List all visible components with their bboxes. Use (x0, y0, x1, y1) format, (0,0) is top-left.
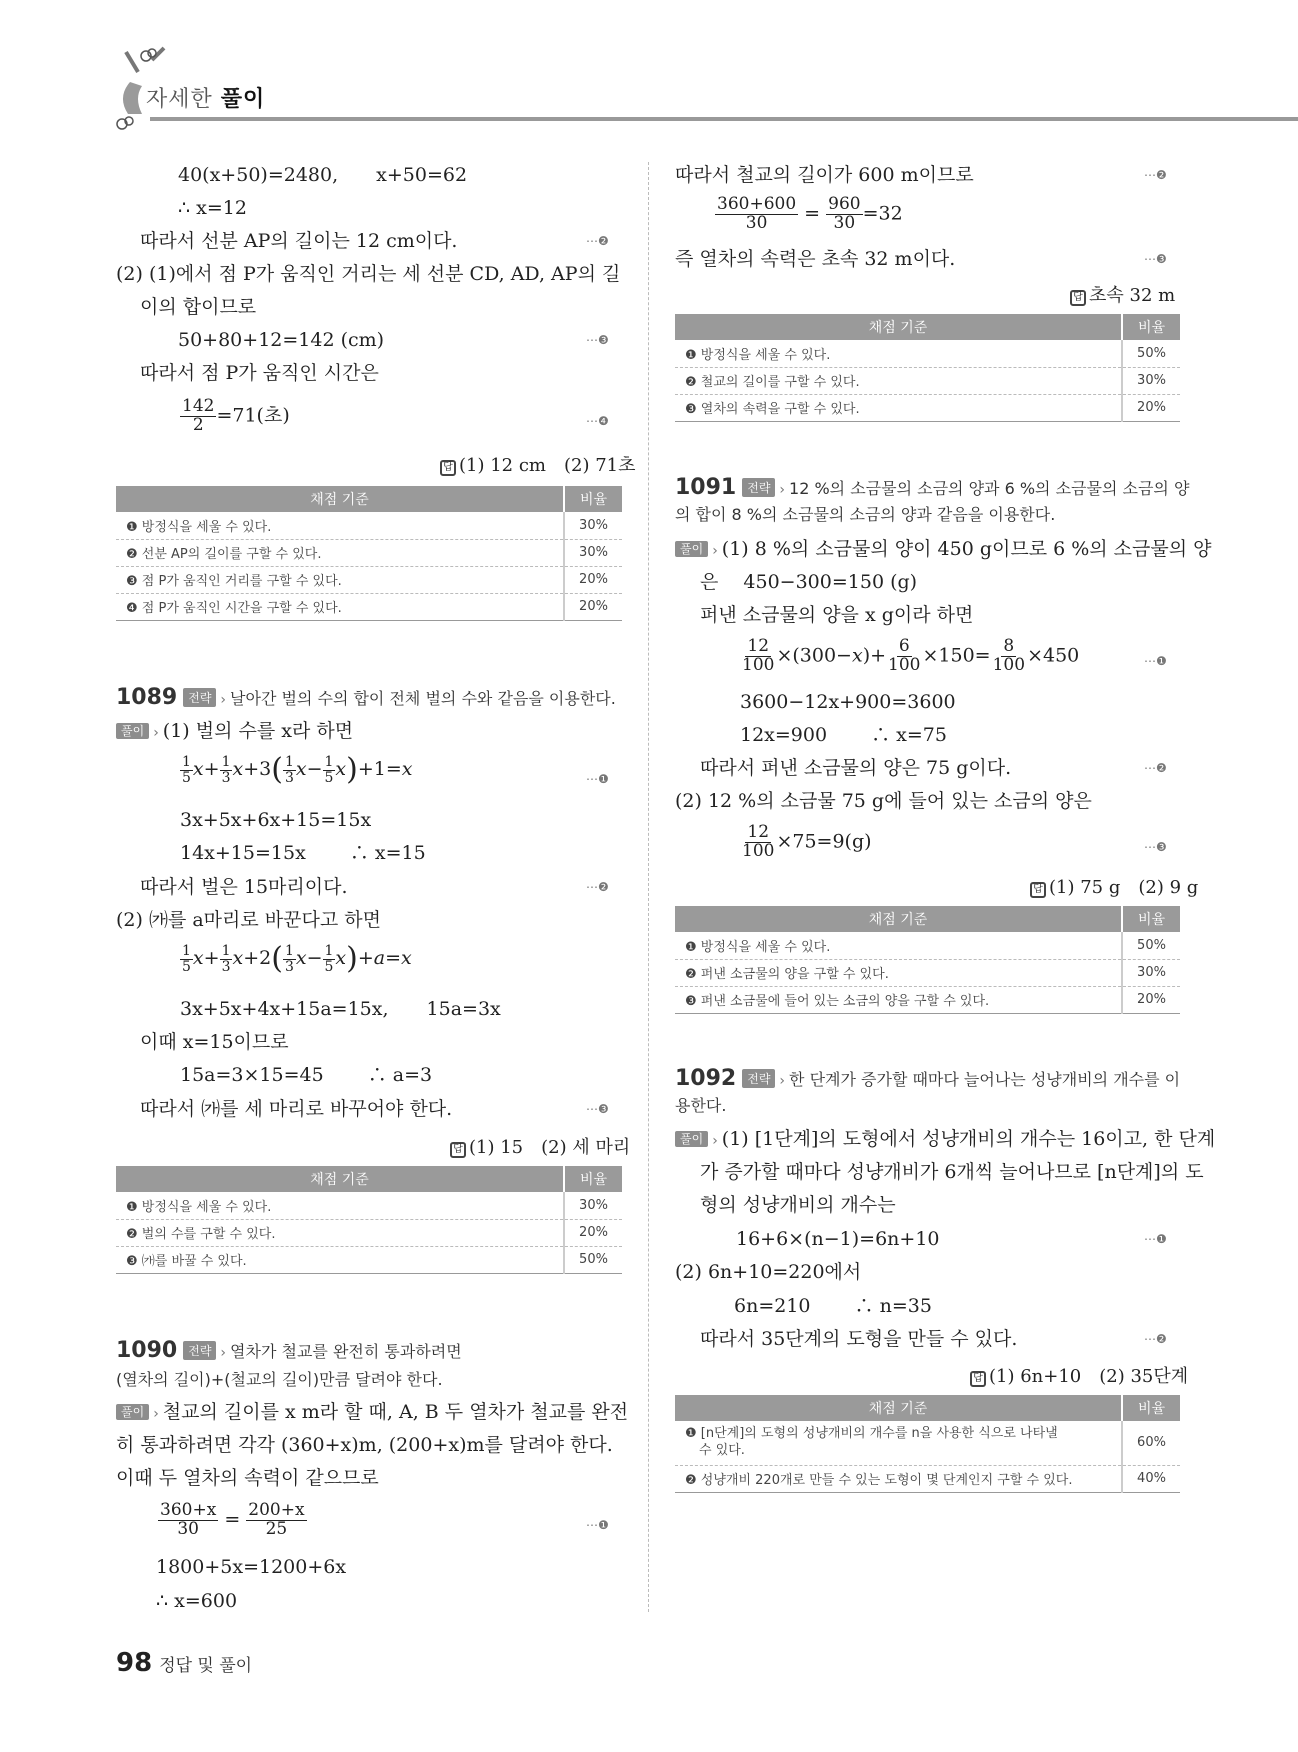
step-mark: ⋯❶ (586, 1518, 609, 1532)
page-header (0, 0, 1298, 150)
page-footer (116, 1648, 252, 1678)
math-line: ∴ x=12 (178, 197, 247, 219)
text-line: 따라서 35단계의 도형을 만들 수 있다. (700, 1328, 1018, 1350)
math-line: $\frac{1}{5}$ x+ $\frac{1}{3}$ x+3( $\frac{1}{3}$ x− $\frac{1}{5}$ x)+1=x (182, 752, 413, 788)
answer: 답 (1) 6n+10 (2) 35단계 (970, 1362, 1188, 1388)
footer-label: 정답 및 풀이 (159, 1656, 253, 1676)
text-line: 풀이 › (1) [1단계]의 도형에서 성냥개비의 개수는 16이고, 한 단계 (675, 1128, 1215, 1151)
text-line: 따라서 선분 AP의 길이는 12 cm이다. (140, 230, 458, 252)
problem-1089-header: 1089 전략 › 날아간 벌의 수의 합이 전체 벌의 수와 같음을 이용한다. (116, 685, 616, 710)
answer: 답 (1) 15 (2) 세 마리 (450, 1133, 630, 1159)
math-line: 12x=900 ∴ x=75 (740, 724, 947, 746)
header-title: 자세한 풀이 (146, 87, 266, 112)
text-line: 이때 두 열차의 속력이 같으므로 (116, 1467, 379, 1489)
step-mark: ⋯❷ (1144, 1332, 1167, 1346)
math-line: 3600−12x+900=3600 (740, 691, 956, 713)
math-line: $\frac{360+x}{30}$ = $\frac{200+x}{25}$ (160, 1500, 305, 1539)
text-line: 따라서 퍼낸 소금물의 양은 75 g이다. (700, 757, 1012, 779)
answer-icon: 답 (1030, 882, 1046, 898)
math-line: 6n=210 ∴ n=35 (734, 1295, 932, 1317)
step-mark: ⋯❷ (586, 234, 609, 248)
step-mark: ⋯❷ (1144, 168, 1167, 182)
scoring-table: 채점 기준 비율 ❶ [n단계]의 도형의 성냥개비의 개수를 n을 사용한 식으로 나타낼 수 있다. 60% ❷ 성냥개비 220개로 만들 수 있는 도형이 몇 단계인지 구할 수 있다. 40% (675, 1395, 1180, 1493)
math-line: ∴ x=600 (156, 1590, 238, 1612)
scoring-table: 채점 기준 비율 ❶ 방정식을 세울 수 있다. 50% ❷ 퍼낸 소금물의 양을 구할 수 있다. 30% ❸ 퍼낸 소금물에 들어 있는 소금의 양을 구할 수 있다. 20% (675, 906, 1180, 1014)
text-line: (2) 12 %의 소금물 75 g에 들어 있는 소금의 양은 (675, 790, 1092, 812)
text-line: 풀이 › (1) 벌의 수를 x라 하면 (116, 720, 353, 743)
math-line: 15a=3×15=45 ∴ a=3 (180, 1064, 433, 1086)
text-line: (2) (1)에서 점 P가 움직인 거리는 세 선분 CD, AD, AP의 길 (116, 263, 621, 285)
math-line: 50+80+12=142 (cm) (178, 329, 385, 351)
text-line: 히 통과하려면 각각 (360+x)m, (200+x)m를 달려야 한다. (116, 1434, 613, 1456)
math-line: $\frac{360+600}{30}$ = $\frac{960}{30}$ =32 (717, 194, 903, 233)
text-line: 형의 성냥개비의 개수는 (700, 1194, 896, 1216)
text-line: 이의 합이므로 (140, 296, 257, 318)
scoring-table: 채점 기준 비율 ❶ 방정식을 세울 수 있다. 30% ❷ 벌의 수를 구할 수 있다. 20% ❸ ㈎를 바꿀 수 있다. 50% (116, 1166, 622, 1274)
math-line: $\frac{142}{2}$ =71(초) (182, 396, 290, 435)
math-line: 1800+5x=1200+6x (156, 1556, 347, 1578)
text-line: 가 증가할 때마다 성냥개비가 6개씩 늘어나므로 [n단계]의 도 (700, 1161, 1204, 1183)
text-line: (2) ㈎를 a마리로 바꾼다고 하면 (116, 909, 381, 931)
answer-icon: 답 (1070, 290, 1086, 306)
step-mark: ⋯❷ (1144, 761, 1167, 775)
math-line: $\frac{1}{5}$ x+ $\frac{1}{3}$ x+2( $\frac{1}{3}$ x− $\frac{1}{5}$ x)+a=x (182, 941, 412, 977)
answer-icon: 답 (440, 460, 456, 476)
problem-1090-header: 1090 전략 › 열차가 철교를 완전히 통과하려면 (116, 1338, 462, 1363)
step-mark: ⋯❸ (1144, 252, 1167, 266)
text-line: (2) 6n+10=220에서 (675, 1261, 862, 1283)
math-line: 40(x+50)=2480, x+50=62 (178, 164, 468, 186)
text-line: 은 450−300=150 (g) (700, 571, 918, 593)
text-line: 풀이 › (1) 8 %의 소금물의 양이 450 g이므로 6 %의 소금물의 양 (675, 538, 1211, 561)
strategy-line: (열차의 길이)+(철교의 길이)만큼 달려야 한다. (116, 1370, 443, 1389)
page-number: 98 (116, 1648, 153, 1678)
answer: 답 초속 32 m (1070, 281, 1175, 307)
answer: 답 (1) 75 g (2) 9 g (1030, 873, 1198, 899)
step-mark: ⋯❶ (1144, 654, 1167, 668)
math-line: 3x+5x+4x+15a=15x, 15a=3x (180, 998, 501, 1020)
answer-icon: 답 (970, 1371, 986, 1387)
text-line: 따라서 점 P가 움직인 시간은 (140, 362, 379, 384)
math-line: 16+6×(n−1)=6n+10 (736, 1228, 940, 1250)
text-line: 즉 열차의 속력은 초속 32 m이다. (675, 248, 956, 270)
step-mark: ⋯❷ (586, 880, 609, 894)
step-mark: ⋯❶ (586, 772, 609, 786)
math-line: $\frac{12}{100}$ ×75=9(g) (742, 822, 872, 861)
header-rule (150, 117, 1298, 121)
step-mark: ⋯❸ (1144, 840, 1167, 854)
step-mark: ⋯❸ (586, 333, 609, 347)
text-line: 따라서 철교의 길이가 600 m이므로 (675, 164, 974, 186)
math-line: 3x+5x+6x+15=15x (180, 809, 372, 831)
answer: 답 (1) 12 cm (2) 71초 (440, 451, 636, 477)
strategy-line: 의 합이 8 %의 소금물의 소금의 양과 같음을 이용한다. (675, 505, 1056, 524)
column-divider (648, 162, 649, 1612)
step-mark: ⋯❹ (586, 414, 609, 428)
text-line: 따라서 벌은 15마리이다. (140, 876, 348, 898)
step-mark: ⋯❸ (586, 1102, 609, 1116)
scoring-table: 채점 기준 비율 ❶ 방정식을 세울 수 있다. 50% ❷ 철교의 길이를 구할 수 있다. 30% ❸ 열차의 속력을 구할 수 있다. 20% (675, 314, 1180, 422)
answer-icon: 답 (450, 1142, 466, 1158)
strategy-line: 용한다. (675, 1096, 727, 1115)
text-line: 퍼낸 소금물의 양을 x g이라 하면 (700, 604, 974, 626)
text-line: 이때 x=15이므로 (140, 1031, 289, 1053)
scoring-table: 채점 기준 비율 ❶ 방정식을 세울 수 있다. 30% ❷ 선분 AP의 길이를 구할 수 있다. 30% ❸ 점 P가 움직인 거리를 구할 수 있다. 20% ❹ 점 P가 움직인 시간을 구할 수 있다. 20% (116, 486, 622, 621)
step-mark: ⋯❶ (1144, 1232, 1167, 1246)
math-line: 14x+15=15x ∴ x=15 (180, 842, 426, 864)
text-line: 풀이 › 철교의 길이를 x m라 할 때, A, B 두 열차가 철교를 완전 (116, 1401, 628, 1424)
math-line: $\frac{12}{100}$ ×(300−x)+ $\frac{6}{100}$ ×150= $\frac{8}{100}$ ×450 (742, 636, 1080, 675)
problem-1091-header: 1091 전략 › 12 %의 소금물의 소금의 양과 6 %의 소금물의 소금의 양 (675, 475, 1190, 500)
text-line: 따라서 ㈎를 세 마리로 바꾸어야 한다. (140, 1098, 453, 1120)
problem-1092-header: 1092 전략 › 한 단계가 증가할 때마다 늘어나는 성냥개비의 개수를 이 (675, 1066, 1181, 1091)
